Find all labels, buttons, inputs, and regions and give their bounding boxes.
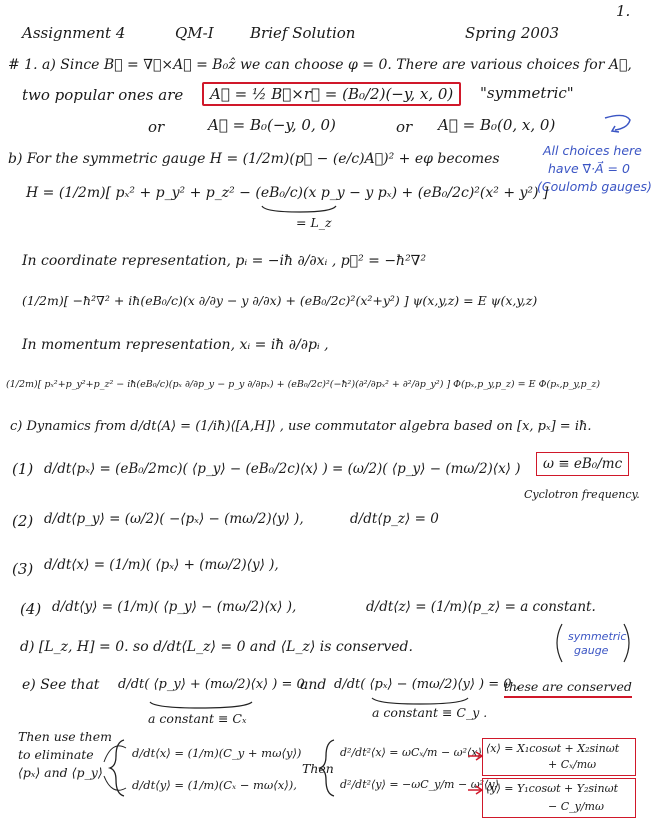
problem1a-boxed-gauge: A⃗ = ½ B⃗×r⃗ = (B₀/2)(−y, x, 0) [202,82,461,106]
final-sol2a: ⟨y⟩ = Y₁cosωt + Y₂sinωt [486,782,619,795]
problem1e-conserved: these are conserved [504,678,632,698]
eq4-label: (4) [20,600,42,618]
final-sys2: d/dt⟨y⟩ = (1/m)(Cₓ − mω⟨x⟩), [132,778,297,792]
eq2: d/dt⟨p_y⟩ = (ω/2)( −⟨pₓ⟩ − (mω/2)⟨y⟩ ), [44,511,304,527]
arrow-curve-1 [104,746,126,762]
problem1e-intro: e) See that [22,677,100,693]
underbrace-lz [262,206,336,212]
problem1a-landau-1: A⃗ = B₀(−y, 0, 0) [208,116,336,134]
header-assignment: Assignment 4 [22,24,126,42]
gauge-note-3: (Coulomb gauges) [537,179,652,194]
omega-box: ω ≡ eB₀/mc [536,452,629,476]
problem1d-note-2: gauge [574,644,609,657]
problem1e-eq2: d/dt( ⟨pₓ⟩ − (mω/2)⟨y⟩ ) = 0 , [334,677,520,692]
gauge-note-1: All choices here [543,143,642,158]
cyclotron-label: Cyclotron frequency. [524,488,640,501]
final-sec1: d²/dt²⟨x⟩ = ωCₓ/m − ω²⟨x⟩ [340,746,482,759]
eq1-label: (1) [12,460,34,478]
problem1e-const-cy: a constant ≡ C_y . [372,705,488,720]
final-left-2: to eliminate [18,747,94,762]
header-term: Spring 2003 [465,24,560,42]
curly-arrow-icon [605,115,630,130]
arrow-curve-2 [104,776,126,790]
header-course: QM-I [175,24,214,42]
problem1b-intro: b) For the symmetric gauge H = (1/2m)(p⃗ − (e/c)A⃗)² + eφ becomes [8,151,500,167]
problem1b-hamiltonian: H = (1/2m)[ pₓ² + p_y² + p_z² − (eB₀/c)(x p_y − y pₓ) + (eB₀/2c)²(x² + y²) ] [26,185,549,201]
problem1a-landau-2: A⃗ = B₀(0, x, 0) [438,116,556,134]
gauge-note-2: have ∇⃗·A⃗ = 0 [548,161,630,176]
final-left-1: Then use them [18,729,112,744]
problem1b-lz-label: = L_z [296,215,332,230]
problem1a-or-1: or [148,118,165,136]
problem1a-symmetric: "symmetric" [480,84,574,102]
problem1b-coord-intro: In coordinate representation, pᵢ = −iħ ∂/∂xᵢ , p⃗² = −ħ²∇² [22,253,427,269]
eq1: d/dt⟨pₓ⟩ = (eB₀/2mc)( ⟨p_y⟩ − (eB₀/2c)⟨x⟩ ) = (ω/2)( ⟨p_y⟩ − (mω/2)⟨x⟩ ) [44,461,521,477]
problem1b-mom-intro: In momentum representation, xᵢ = iħ ∂/∂pᵢ , [22,337,329,353]
problem1e-const-cx: a constant ≡ Cₓ [148,711,247,726]
eq4: d/dt⟨y⟩ = (1/m)( ⟨p_y⟩ − (mω/2)⟨x⟩ ), [52,599,297,615]
final-sys1: d/dt⟨x⟩ = (1/m)(C_y + mω⟨y⟩) [132,746,302,760]
problem1b-coord-eq: (1/2m)[ −ħ²∇² + iħ(eB₀/c)(x ∂/∂y − y ∂/∂x) + (eB₀/2c)²(x²+y²) ] ψ(x,y,z) = E ψ(x,y,z) [22,293,538,308]
problem1a-line1: # 1. a) Since B⃗ = ∇⃗×A⃗ = B₀ẑ we can choose φ = 0. There are various choices for A⃗, [8,57,632,73]
problem1e-and: and [300,677,327,693]
eq2b: d/dt⟨p_z⟩ = 0 [350,511,439,527]
final-sol1a: ⟨x⟩ = X₁cosωt + X₂sinωt [486,742,620,755]
brace-left [110,740,124,796]
final-then: Then [302,761,334,776]
final-sec2: d²/dt²⟨y⟩ = −ωC_y/m − ω²⟨y⟩ [340,778,499,791]
final-sol2b: − C_y/mω [548,800,604,813]
problem1d-note-1: symmetric [568,630,627,643]
arrow-head-icon [612,126,619,132]
underbrace-cx [150,702,252,708]
eq3: d/dt⟨x⟩ = (1/m)( ⟨pₓ⟩ + (mω/2)⟨y⟩ ), [44,557,279,573]
problem1a-or-2: or [396,118,413,136]
eq2-label: (2) [12,512,34,530]
header-kind: Brief Solution [250,24,356,42]
problem1d-text: d) [L_z, H] = 0. so d/dt⟨L_z⟩ = 0 and ⟨L_z⟩ is conserved. [20,639,413,655]
paren-left [557,624,562,662]
problem1a-line2: two popular ones are [22,86,184,104]
problem1c-intro: c) Dynamics from d/dt⟨A⟩ = (1/iħ)⟨[A,H]⟩ , use commutator algebra based on [x, pₓ] = iħ. [10,419,592,434]
final-sol1b: + Cₓ/mω [548,758,597,771]
page-number: 1. [616,2,631,20]
problem1b-mom-eq: (1/2m)[ pₓ²+p_y²+p_z² − iħ(eB₀/c)(pₓ ∂/∂p_y − p_y ∂/∂pₓ) + (eB₀/2c)²(−ħ²)(∂²/∂pₓ² + ∂²/∂p_y²) ] Φ(pₓ,p_y,p_z) = E Φ(pₓ,p_y,p_z) [6,379,601,390]
final-left-3: ⟨pₓ⟩ and ⟨p_y⟩ [18,765,103,780]
problem1e-eq1: d/dt( ⟨p_y⟩ + (mω/2)⟨x⟩ ) = 0 [118,677,305,692]
eq3-label: (3) [12,560,34,578]
eq4b: d/dt⟨z⟩ = (1/m)⟨p_z⟩ = a constant. [366,599,596,615]
